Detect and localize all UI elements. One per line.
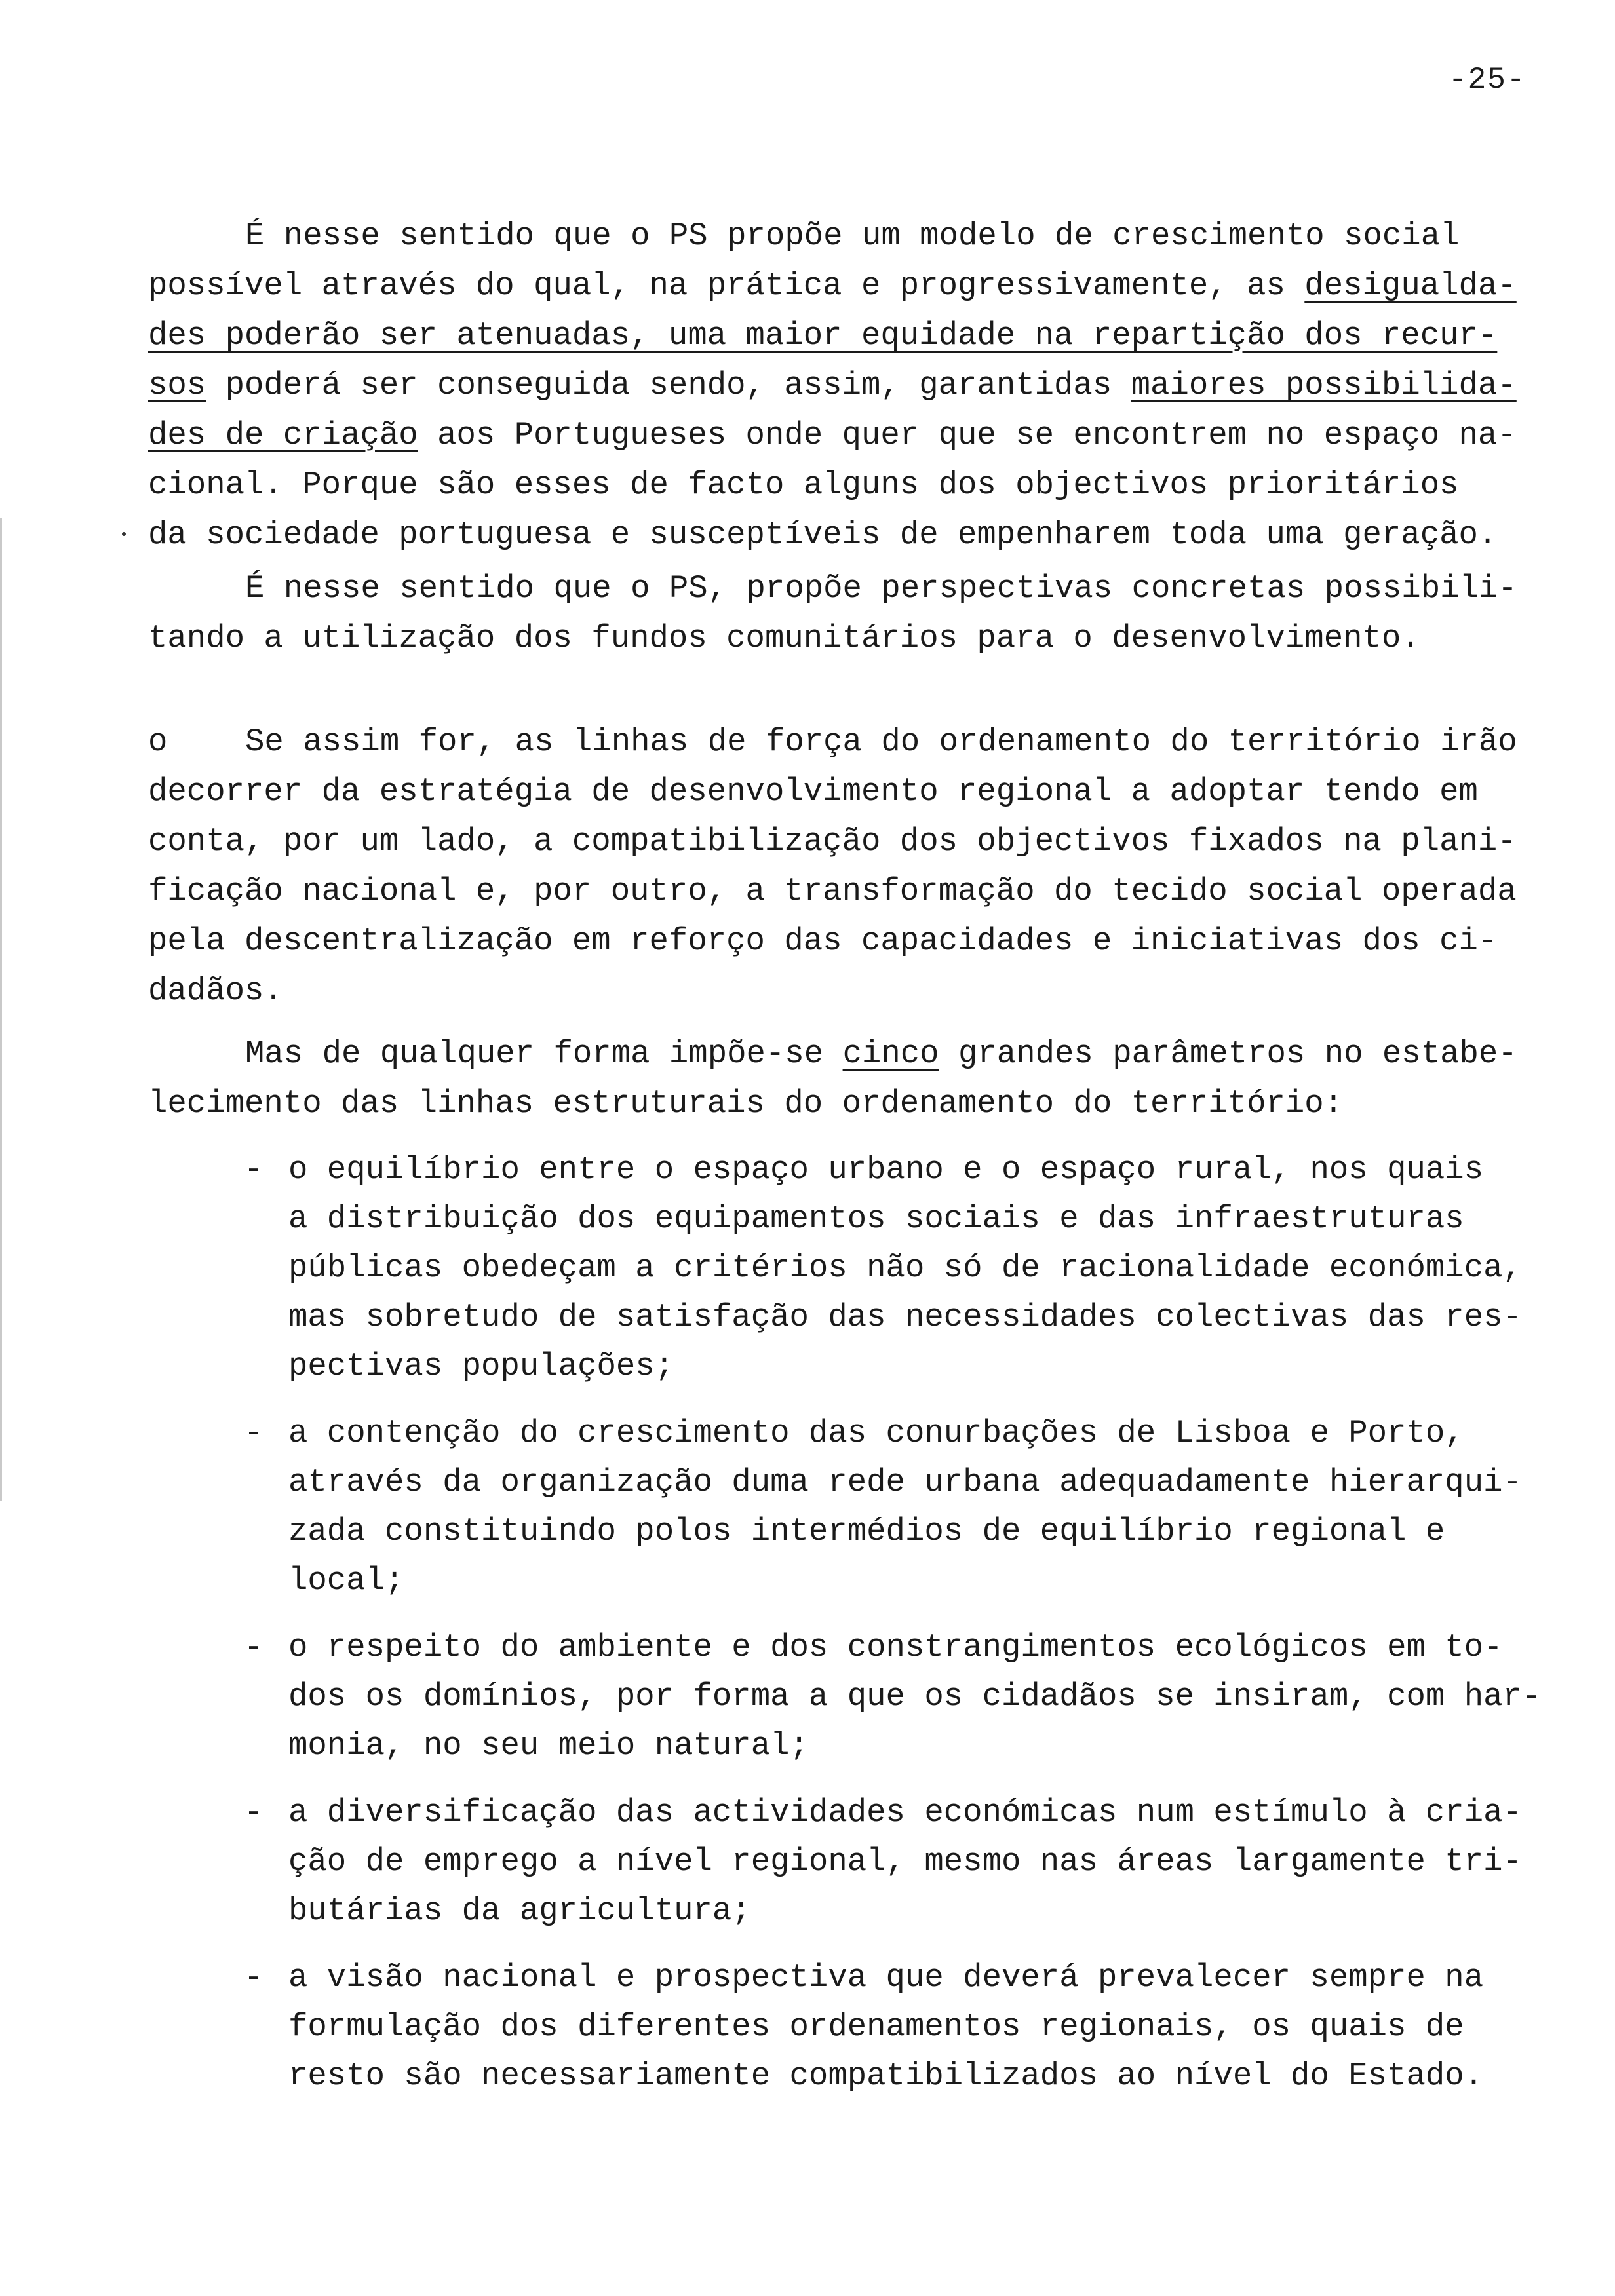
text-line	[148, 261, 1551, 311]
parameter-list	[244, 1145, 1555, 2118]
text-line: dadãos.	[148, 972, 283, 1009]
text-span: grandes parâmetros no estabe-	[939, 1035, 1517, 1072]
text-line	[148, 360, 1551, 410]
text-line	[148, 717, 1551, 767]
text-span: aos Portugueses onde quer que se encontrem no espaço na-	[418, 417, 1517, 453]
text-line: dos os domínios, por forma a que os cidadãos se insiram, com har-	[288, 1678, 1542, 1715]
text-line: decorrer da estratégia de desenvolvimento regional a adoptar tendo em	[148, 773, 1478, 810]
list-item	[244, 1953, 1555, 2101]
text-line	[148, 311, 1551, 360]
text-span: possível através do qual, na prática e progressivamente, as	[148, 267, 1305, 304]
list-item	[244, 1623, 1555, 1770]
list-item	[244, 1145, 1555, 1391]
text-line: o respeito do ambiente e dos constrangimentos ecológicos em to-	[288, 1629, 1503, 1666]
paragraph-2	[148, 564, 1551, 663]
text-line: local;	[288, 1562, 404, 1599]
bullet-marker: o	[148, 723, 168, 760]
underlined-text: cinco	[842, 1035, 939, 1072]
text-line: ficação nacional e, por outro, a transformação do tecido social operada	[148, 873, 1517, 909]
text-span: Mas de qualquer forma impõe-se	[245, 1035, 843, 1072]
paragraph-1	[148, 211, 1551, 560]
underlined-text: maiores possibilida-	[1131, 367, 1517, 404]
list-dash: -	[244, 1959, 263, 1996]
underlined-text: des poderão ser atenuadas, uma maior equidade na repartição dos recur-	[148, 317, 1498, 354]
text-line: tando a utilização dos fundos comunitários para o desenvolvimento.	[148, 620, 1420, 657]
text-line: conta, por um lado, a compatibilização dos objectivos fixados na plani-	[148, 823, 1517, 860]
text-line: a visão nacional e prospectiva que deverá prevalecer sempre na	[288, 1959, 1484, 1996]
paragraph-3	[148, 717, 1551, 1016]
text-span: Se assim for, as linhas de força do ordenamento do território irão	[245, 723, 1517, 760]
text-line: lecimento das linhas estruturais do ordenamento do território:	[148, 1085, 1344, 1122]
underlined-text: des de criação	[148, 417, 418, 453]
text-line: mas sobretudo de satisfação das necessidades colectivas das res-	[288, 1299, 1522, 1335]
list-dash: -	[244, 1415, 263, 1451]
text-line: formulação dos diferentes ordenamentos regionais, os quais de	[288, 2008, 1464, 2045]
text-line: resto são necessariamente compatibilizados ao nível do Estado.	[288, 2057, 1484, 2094]
margin-mark	[122, 532, 126, 536]
text-line: através da organização duma rede urbana adequadamente hierarqui-	[288, 1464, 1522, 1501]
text-line: cional. Porque são esses de facto alguns dos objectivos prioritários	[148, 467, 1459, 503]
text-line: butárias da agricultura;	[288, 1892, 751, 1929]
text-line	[148, 410, 1551, 460]
list-dash: -	[244, 1794, 263, 1831]
text-line: monia, no seu meio natural;	[288, 1727, 809, 1764]
scan-edge-line	[0, 518, 2, 1501]
page-number: -25-	[1449, 63, 1527, 97]
text-line: o equilíbrio entre o espaço urbano e o espaço rural, nos quais	[288, 1151, 1484, 1188]
text-line: É nesse sentido que o PS, propõe perspectivas concretas possibili-	[245, 570, 1517, 607]
paragraph-4	[148, 1029, 1551, 1128]
text-line: pela descentralização em reforço das capacidades e iniciativas dos ci-	[148, 923, 1498, 959]
list-dash: -	[244, 1151, 263, 1188]
text-line: É nesse sentido que o PS propõe um modelo de crescimento social	[245, 218, 1460, 254]
list-item	[244, 1788, 1555, 1936]
text-line: a diversificação das actividades económicas num estímulo à cria-	[288, 1794, 1522, 1831]
text-line: zada constituindo polos intermédios de equilíbrio regional e	[288, 1513, 1445, 1550]
text-line	[148, 1029, 1551, 1079]
text-line: da sociedade portuguesa e susceptíveis de empenharem toda uma geração.	[148, 516, 1498, 553]
text-line: a contenção do crescimento das conurbações de Lisboa e Porto,	[288, 1415, 1464, 1451]
underlined-text: desigualda-	[1304, 267, 1517, 304]
list-item	[244, 1409, 1555, 1605]
list-dash: -	[244, 1629, 263, 1666]
text-line: pectivas populações;	[288, 1348, 674, 1385]
text-line: ção de emprego a nível regional, mesmo nas áreas largamente tri-	[288, 1843, 1522, 1880]
text-line: a distribuição dos equipamentos sociais e das infraestruturas	[288, 1200, 1464, 1237]
text-span: poderá ser conseguida sendo, assim, garantidas	[206, 367, 1131, 404]
underlined-text: sos	[148, 367, 206, 404]
text-line: públicas obedeçam a critérios não só de racionalidade económica,	[288, 1250, 1522, 1286]
